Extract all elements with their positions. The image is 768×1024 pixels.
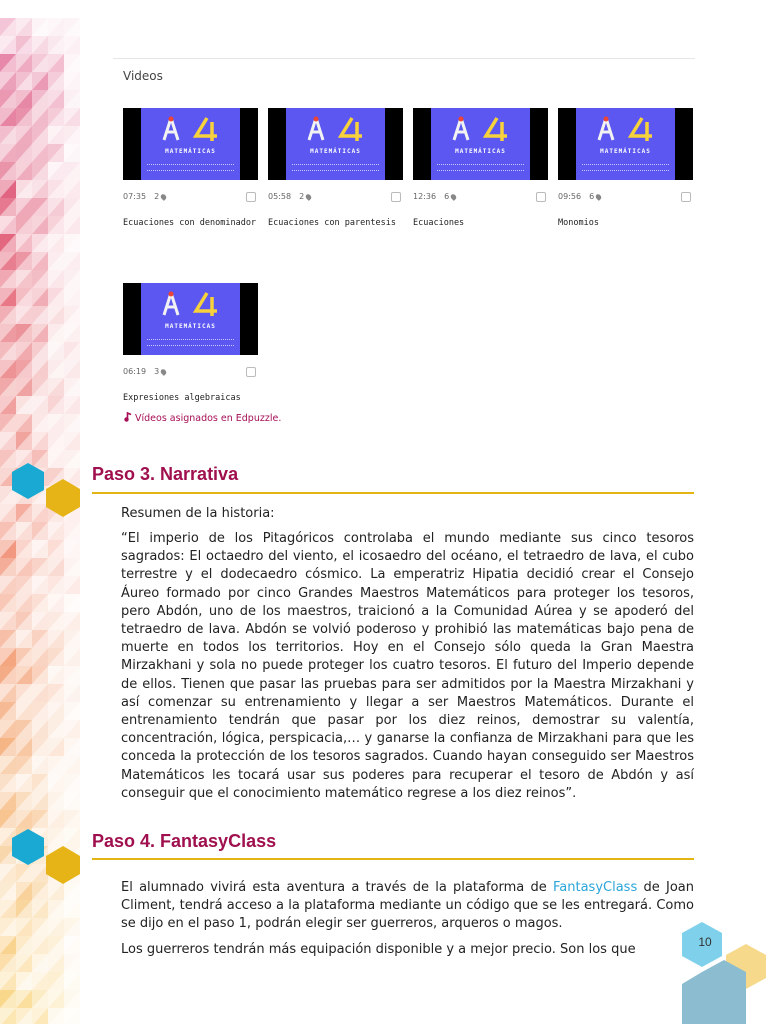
question-pin-icon (305, 193, 313, 201)
question-count: 2 (299, 192, 305, 201)
ruler-icon (483, 116, 509, 142)
ruler-icon (193, 116, 219, 142)
edpuzzle-icon (124, 412, 132, 422)
question-count: 2 (154, 192, 160, 201)
question-count: 6 (444, 192, 450, 201)
video-duration: 09:56 (558, 192, 582, 201)
select-checkbox[interactable] (536, 192, 546, 202)
select-checkbox[interactable] (246, 192, 256, 202)
video-duration: 07:35 (123, 192, 147, 201)
video-card[interactable] (558, 108, 693, 230)
select-checkbox[interactable] (681, 192, 691, 202)
video-thumbnail[interactable] (558, 108, 693, 180)
video-title[interactable]: Monomios (558, 218, 599, 228)
thumbnail-title: MATEMÁTICAS (600, 148, 651, 155)
video-duration: 12:36 (413, 192, 437, 201)
ruler-icon (193, 291, 219, 317)
question-pin-icon (160, 193, 168, 201)
hexagon-blue-decoration (10, 462, 46, 500)
thumbnail-title: MATEMÁTICAS (165, 148, 216, 155)
video-title[interactable]: Expresiones algebraicas (123, 393, 241, 403)
video-thumbnail[interactable] (123, 108, 258, 180)
question-count: 6 (589, 192, 595, 201)
assigned-note (124, 412, 281, 424)
hexagon-gold-decoration (44, 478, 82, 518)
assigned-note-text: Vídeos asignados en Edpuzzle. (135, 413, 282, 424)
question-pin-icon (450, 193, 458, 201)
compass-icon (451, 116, 471, 142)
compass-icon (161, 116, 181, 142)
section-rule (92, 858, 694, 860)
video-thumbnail[interactable] (413, 108, 548, 180)
story-summary: “El imperio de los Pitagóricos controlaba el mundo mediante sus cinco tesoros sagrados: El octaedro del viento, el icosaedro del océano, el tetraedro de lava, el cubo terrestre y el dodecaedro cósmico. La emperatriz Hipatia decidió crear el Consejo Áureo formado por cinco Grandes Maestros Matemáticos para proteger los tesoros, pero Abdón, uno de los maestros, traicionó a la Comunidad Aúrea y se apoderó del tetraedro de lava. Abdón se volvió poderoso y prohibió las matemáticas bajo pena de muerte en todos los territorios. Hoy en el Consejo sólo queda la Gran Maestra Mirzakhani y sola no puede proteger los cuatro tesoros. El futuro del Imperio depende de ellos. Tienen que pasar las pruebas para ser admitidos por la Maestra Mirzakhani y así comenzar su entrenamiento y llegar a ser Maestros Matemáticos. Durante el entrenamiento tendrán que pasar por los diez reinos, demostrar su valentía, concentración, lógica, perspicacia,… y ganarse la confianza de Mirzakhani para que les conceda la protección de los tesoros sagrados. Cuando hayan conseguido ser Maestros Matemáticos les tocará usar sus poderes para recuperar el tesoro de Abdón y así conseguir que el conocimiento matemático regrese a los diez reinos”. (121, 531, 694, 801)
video-duration: 06:19 (123, 367, 147, 376)
hexagon-blue-decoration (10, 828, 46, 866)
video-card[interactable] (413, 108, 548, 230)
fantasyclass-paragraph: El alumnado vivirá esta aventura a través de la plataforma de FantasyClass de Joan Climent, tendrá acceso a la plataforma mediante un código que se les entregará. Como se dijo en el paso 1, podrán elegir ser guerreros, arqueros o magos. (121, 880, 695, 932)
video-title[interactable]: Ecuaciones con denominador (123, 218, 257, 228)
thumbnail-title: MATEMÁTICAS (165, 323, 216, 330)
page-number: 10 (698, 935, 712, 949)
hexagon-gold-decoration (44, 845, 82, 885)
section-title-paso3: Paso 3. Narrativa (92, 464, 239, 484)
thumbnail-title: MATEMÁTICAS (455, 148, 506, 155)
videos-panel (113, 58, 695, 92)
question-pin-icon (595, 193, 603, 201)
select-checkbox[interactable] (391, 192, 401, 202)
section-title-paso4: Paso 4. FantasyClass (92, 831, 277, 851)
video-card[interactable] (123, 283, 258, 405)
ruler-icon (628, 116, 654, 142)
video-duration: 05:58 (268, 192, 292, 201)
video-thumbnail[interactable] (268, 108, 403, 180)
compass-icon (161, 291, 181, 317)
video-card[interactable] (268, 108, 403, 230)
select-checkbox[interactable] (246, 367, 256, 377)
compass-icon (596, 116, 616, 142)
videos-heading: Videos (113, 58, 695, 92)
section-rule (92, 492, 694, 494)
guerreros-paragraph: Los guerreros tendrán más equipación disponible y a mejor precio. Son los que (121, 942, 636, 957)
compass-icon (306, 116, 326, 142)
video-card[interactable] (123, 108, 258, 230)
video-title[interactable]: Ecuaciones (413, 218, 465, 228)
ruler-icon (338, 116, 364, 142)
fantasyclass-link[interactable]: FantasyClass (553, 880, 638, 895)
video-thumbnail[interactable] (123, 283, 258, 355)
thumbnail-title: MATEMÁTICAS (310, 148, 361, 155)
story-intro: Resumen de la historia: (121, 506, 275, 521)
question-count: 3 (154, 367, 160, 376)
question-pin-icon (160, 368, 168, 376)
video-title[interactable]: Ecuaciones con parentesis (268, 218, 396, 228)
